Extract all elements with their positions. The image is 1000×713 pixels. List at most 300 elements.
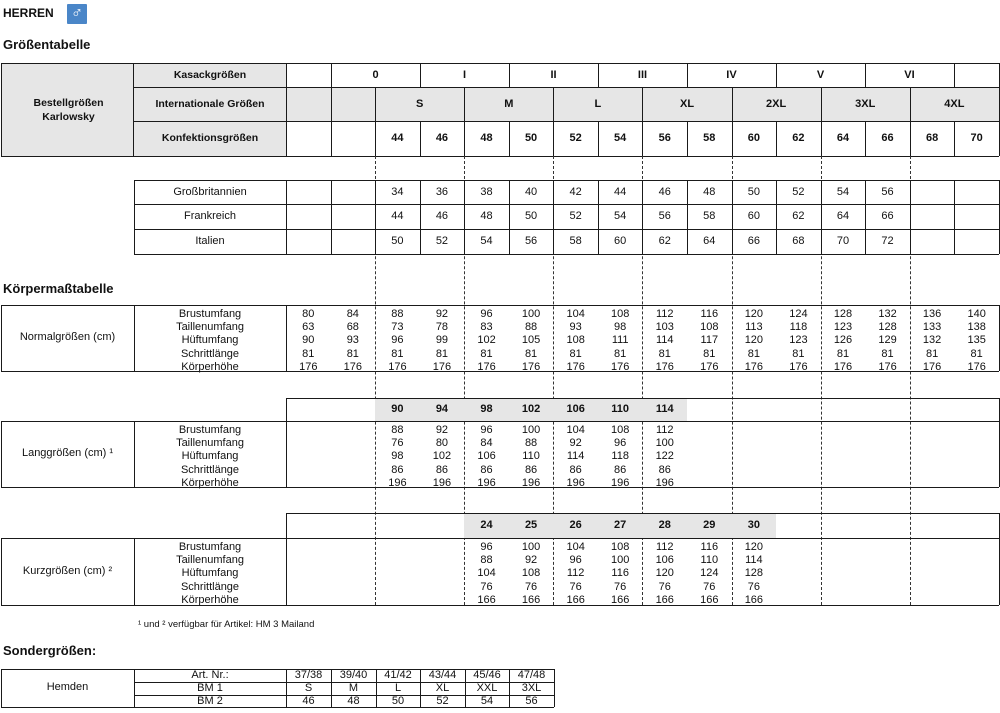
measure-value: 88 [391, 308, 404, 320]
country-size-value: 44 [391, 210, 404, 222]
measure-value: 135 [967, 334, 986, 347]
kurz-size-header: 30 [747, 519, 760, 531]
measure-value: 133 [922, 321, 942, 334]
special-row-label: BM 1 [197, 682, 223, 694]
country-size-value: 46 [435, 210, 449, 222]
country-size-value: 60 [747, 210, 760, 222]
measure-value: 176 [744, 360, 764, 373]
special-size-value: S [304, 682, 313, 694]
table-rule [1, 305, 999, 306]
measure-value: 92 [435, 308, 449, 320]
measure-value: 166 [700, 593, 719, 606]
measure-value: 96 [391, 334, 404, 347]
measure-value: 73 [391, 321, 404, 334]
international-size: 4XL [944, 98, 965, 110]
measure-value: 100 [521, 308, 541, 320]
lang-size-header: 110 [611, 403, 630, 415]
measure-value: 114 [566, 450, 585, 463]
measure-value: 108 [700, 321, 719, 334]
kurz-size-header: 28 [658, 519, 671, 531]
country-size-value: 52 [792, 186, 805, 198]
measure-value: 104 [566, 541, 585, 553]
konfektion-size: 66 [881, 132, 894, 144]
measure-value: 196 [655, 476, 674, 489]
table-rule [134, 121, 999, 122]
country-size-value: 54 [836, 186, 850, 198]
measure-value: 104 [566, 424, 585, 436]
measure-value: 117 [700, 334, 719, 347]
country-size-value: 50 [524, 210, 538, 222]
konfektion-size: 62 [792, 132, 805, 144]
measure-value: 81 [569, 347, 582, 360]
measure-value: 84 [346, 308, 359, 320]
measure-value: 113 [745, 321, 763, 334]
measure-value: 86 [391, 463, 404, 476]
special-size-value: L [394, 682, 402, 694]
table-rule [286, 538, 287, 605]
measure-value: 176 [432, 360, 452, 373]
table-rule [331, 180, 332, 254]
country-size-value: 54 [614, 210, 627, 222]
measure-value: 86 [480, 463, 493, 476]
measure-value: 108 [611, 541, 630, 553]
measure-value: 166 [477, 593, 496, 606]
measure-value: 110 [700, 554, 719, 567]
lang-size-group-label: Langgrößen (cm) ¹ [21, 447, 114, 459]
table-rule [1, 421, 2, 487]
table-rule [910, 180, 911, 254]
country-size-value: 64 [836, 210, 850, 222]
table-rule [286, 421, 287, 487]
measure-value: 76 [703, 580, 716, 593]
footnote: ¹ und ² verfügbar für Artikel: HM 3 Mailand [138, 619, 315, 630]
measure-value: 96 [480, 308, 493, 320]
table-rule [286, 63, 287, 156]
country-size-value: 54 [480, 235, 493, 247]
measure-value: 76 [480, 580, 493, 593]
measure-value: 86 [658, 463, 671, 476]
special-size-value: 41/42 [384, 669, 412, 681]
measure-label: Brustumfang [178, 424, 242, 436]
measure-value: 81 [970, 347, 983, 360]
measure-value: 99 [435, 334, 449, 347]
country-size-value: 70 [836, 235, 850, 247]
measure-value: 96 [614, 437, 627, 450]
international-size: S [415, 98, 424, 110]
measure-value: 90 [302, 334, 315, 347]
measure-label: Taillenumfang [176, 437, 244, 450]
special-size-value: 48 [347, 695, 360, 707]
measure-value: 108 [566, 334, 585, 347]
measure-value: 76 [614, 580, 627, 593]
measure-label: Brustumfang [178, 308, 242, 320]
measure-value: 123 [789, 334, 808, 347]
konfektion-size: 58 [703, 132, 716, 144]
table-rule [134, 538, 135, 605]
size-table-title: Größentabelle [3, 37, 91, 52]
measure-value: 92 [435, 424, 449, 436]
kasack-size: 0 [372, 69, 379, 81]
country-size-value: 58 [569, 235, 582, 247]
measure-value: 100 [655, 437, 674, 450]
measure-value: 176 [833, 360, 853, 373]
measure-value: 111 [611, 334, 629, 347]
measure-value: 81 [435, 347, 449, 360]
table-rule [134, 421, 135, 487]
kasack-size: V [816, 69, 825, 81]
lang-size-header: 102 [521, 403, 541, 415]
measure-value: 86 [614, 463, 627, 476]
measure-value: 176 [299, 360, 318, 373]
lang-size-header: 98 [480, 403, 493, 415]
konfektion-size: 60 [747, 132, 760, 144]
measure-value: 176 [967, 360, 986, 373]
table-rule [1, 63, 999, 64]
measure-value: 118 [789, 321, 808, 334]
measure-value: 110 [522, 450, 540, 463]
measure-value: 120 [655, 567, 674, 580]
table-rule [134, 305, 135, 371]
kurz-size-header: 24 [480, 519, 493, 531]
measure-value: 176 [655, 360, 674, 373]
special-size-value: XL [435, 682, 450, 694]
table-rule [134, 87, 999, 88]
kurz-size-header: 29 [703, 519, 716, 531]
measure-label: Körperhöhe [181, 593, 239, 606]
measure-value: 81 [524, 347, 538, 360]
country-size-value: 40 [524, 186, 538, 198]
measure-value: 126 [833, 334, 853, 347]
measure-value: 88 [524, 321, 538, 334]
measure-value: 103 [655, 321, 674, 334]
measure-value: 96 [480, 541, 493, 553]
measure-value: 116 [700, 308, 719, 320]
country-size-value: 56 [658, 210, 671, 222]
measure-value: 81 [836, 347, 850, 360]
measure-value: 112 [566, 567, 585, 580]
measure-value: 98 [391, 450, 404, 463]
measure-value: 196 [432, 476, 452, 489]
measure-value: 86 [569, 463, 582, 476]
konfektion-size: 70 [970, 132, 983, 144]
konfektion-size: 68 [925, 132, 939, 144]
measure-value: 88 [524, 437, 538, 450]
international-size: L [594, 98, 602, 110]
measure-value: 132 [878, 308, 897, 320]
measure-value: 81 [792, 347, 805, 360]
special-row-label: Art. Nr.: [191, 669, 229, 681]
measure-value: 118 [611, 450, 629, 463]
measure-value: 128 [744, 567, 764, 580]
international-size: 3XL [855, 98, 876, 110]
measure-value: 120 [744, 334, 764, 347]
measure-value: 102 [432, 450, 452, 463]
measure-value: 166 [655, 593, 674, 606]
measure-value: 124 [700, 567, 719, 580]
country-size-value: 50 [747, 186, 760, 198]
special-size-value: 46 [302, 695, 315, 707]
measure-value: 108 [521, 567, 541, 580]
table-rule [1, 538, 999, 539]
measure-value: 140 [967, 308, 986, 320]
measure-value: 80 [302, 308, 315, 320]
measure-value: 166 [521, 593, 541, 606]
measure-label: Brustumfang [178, 541, 242, 553]
special-size-value: 3XL [521, 682, 542, 694]
special-size-value: M [348, 682, 359, 694]
measure-label: Taillenumfang [176, 554, 244, 567]
special-size-value: 43/44 [428, 669, 457, 681]
measure-value: 104 [566, 308, 585, 320]
konfektion-size: 56 [658, 132, 671, 144]
country-size-value: 38 [480, 186, 493, 198]
male-symbol-icon: ♂ [67, 4, 87, 24]
country-size-value: 62 [658, 235, 671, 247]
measure-value: 136 [922, 308, 942, 320]
table-rule [286, 398, 287, 421]
table-rule [954, 63, 955, 87]
kurz-size-group-label: Kurzgrößen (cm) ² [22, 564, 113, 577]
special-size-value: 47/48 [517, 669, 546, 681]
measure-value: 124 [789, 308, 808, 320]
measure-value: 176 [566, 360, 585, 373]
measure-value: 176 [388, 360, 407, 373]
country-size-value: 34 [391, 186, 404, 198]
measure-label: Taillenumfang [176, 321, 244, 334]
special-size-value: 50 [391, 695, 405, 707]
table-rule [1, 305, 2, 371]
kasack-size: III [637, 69, 648, 81]
measure-value: 114 [655, 334, 674, 347]
measure-value: 81 [703, 347, 716, 360]
country-name: Frankreich [184, 210, 236, 222]
international-size: M [504, 98, 514, 110]
measure-label: Schrittlänge [180, 347, 240, 360]
shirts-label: Hemden [46, 681, 89, 693]
lang-size-header: 114 [655, 403, 674, 415]
table-rule [1, 538, 2, 605]
measure-value: 129 [878, 334, 897, 347]
measure-value: 81 [302, 347, 315, 360]
kurz-size-header: 25 [524, 519, 538, 531]
measure-value: 81 [614, 347, 627, 360]
measure-value: 92 [524, 554, 538, 567]
measure-value: 63 [302, 321, 315, 334]
measure-value: 176 [343, 360, 362, 373]
measure-value: 81 [881, 347, 894, 360]
lang-size-header: 94 [435, 403, 449, 415]
country-size-value: 36 [435, 186, 449, 198]
measure-value: 176 [700, 360, 719, 373]
measure-value: 196 [611, 476, 630, 489]
measure-value: 176 [878, 360, 897, 373]
table-rule [554, 669, 555, 707]
measure-value: 76 [569, 580, 582, 593]
measure-value: 98 [614, 321, 627, 334]
table-rule [134, 254, 999, 255]
measure-value: 84 [480, 437, 493, 450]
gender-label: HERREN [3, 6, 54, 20]
measure-value: 120 [744, 541, 764, 553]
normal-size-group-label: Normalgrößen (cm) [19, 331, 116, 343]
measure-value: 132 [922, 334, 942, 347]
table-rule [954, 180, 955, 254]
measure-value: 76 [391, 437, 404, 450]
measure-value: 100 [611, 554, 630, 567]
measure-value: 88 [391, 424, 404, 436]
measure-value: 68 [346, 321, 359, 334]
konfektion-size: 64 [836, 132, 850, 144]
konfektion-size: 44 [391, 132, 404, 144]
kasack-size: IV [726, 69, 737, 81]
lang-size-header: 90 [391, 403, 404, 415]
measure-value: 114 [745, 554, 763, 567]
measure-value: 128 [833, 308, 853, 320]
konfektion-sizes-label: Konfektionsgrößen [161, 132, 259, 144]
country-size-value: 42 [569, 186, 582, 198]
country-size-value: 50 [391, 235, 404, 247]
special-sizes-title: Sondergrößen: [3, 643, 97, 658]
country-size-value: 44 [614, 186, 627, 198]
special-size-value: 56 [525, 695, 538, 707]
measure-value: 83 [480, 321, 493, 334]
measure-value: 76 [524, 580, 538, 593]
country-size-value: 64 [703, 235, 716, 247]
measure-value: 108 [611, 424, 630, 436]
measure-value: 76 [658, 580, 671, 593]
special-size-value: 54 [480, 695, 494, 707]
table-rule [286, 513, 287, 538]
measure-value: 76 [747, 580, 760, 593]
measure-value: 176 [611, 360, 630, 373]
measure-value: 196 [477, 476, 496, 489]
measure-label: Hüftumfang [181, 334, 239, 347]
measure-value: 116 [700, 541, 719, 553]
konfektion-size: 48 [480, 132, 493, 144]
measure-value: 80 [435, 437, 449, 450]
measure-value: 112 [655, 541, 674, 553]
measure-value: 196 [388, 476, 407, 489]
table-rule [286, 180, 287, 254]
measure-value: 81 [480, 347, 493, 360]
measure-value: 86 [524, 463, 538, 476]
country-size-value: 66 [747, 235, 760, 247]
measure-value: 81 [346, 347, 359, 360]
measure-value: 106 [655, 554, 674, 567]
konfektion-size: 46 [435, 132, 449, 144]
country-size-value: 60 [614, 235, 627, 247]
special-size-value: 37/38 [294, 669, 323, 681]
measure-value: 100 [521, 541, 541, 553]
measure-value: 176 [521, 360, 541, 373]
measure-value: 122 [655, 450, 674, 463]
table-rule [1, 421, 999, 422]
measure-value: 166 [611, 593, 630, 606]
kasack-sizes-label: Kasackgrößen [173, 69, 247, 81]
measure-value: 81 [658, 347, 671, 360]
lang-size-header: 106 [566, 403, 585, 415]
international-size: XL [679, 98, 695, 110]
table-rule [1, 156, 999, 157]
special-size-value: 39/40 [339, 669, 368, 681]
measure-value: 102 [477, 334, 496, 347]
measure-value: 78 [435, 321, 449, 334]
measure-value: 196 [521, 476, 541, 489]
measure-value: 176 [477, 360, 496, 373]
body-table-title: Körpermaßtabelle [3, 281, 114, 296]
kasack-size: VI [904, 69, 915, 81]
country-size-value: 46 [658, 186, 671, 198]
kurz-size-header: 26 [569, 519, 582, 531]
measure-value: 93 [346, 334, 359, 347]
measure-value: 176 [789, 360, 808, 373]
measure-value: 112 [655, 308, 674, 320]
country-size-value: 68 [792, 235, 805, 247]
measure-value: 123 [833, 321, 853, 334]
country-name: Italien [195, 235, 225, 247]
table-rule [134, 229, 999, 230]
special-row-label: BM 2 [197, 695, 223, 707]
measure-value: 166 [744, 593, 764, 606]
measure-value: 81 [747, 347, 760, 360]
measure-value: 93 [569, 321, 582, 334]
konfektion-size: 50 [524, 132, 538, 144]
measure-value: 86 [435, 463, 449, 476]
international-sizes-label: Internationale Größen [155, 98, 265, 110]
konfektion-size: 54 [614, 132, 627, 144]
measure-value: 166 [566, 593, 585, 606]
country-size-value: 66 [881, 210, 894, 222]
country-size-value: 56 [524, 235, 538, 247]
table-rule [134, 180, 999, 181]
table-rule [134, 204, 999, 205]
country-size-value: 62 [792, 210, 805, 222]
country-size-value: 72 [881, 235, 894, 247]
special-size-value: 52 [436, 695, 449, 707]
country-size-value: 52 [569, 210, 582, 222]
measure-label: Schrittlänge [180, 580, 240, 593]
measure-value: 128 [878, 321, 897, 334]
measure-value: 176 [922, 360, 942, 373]
measure-value: 96 [569, 554, 582, 567]
country-name: Großbritannien [173, 186, 247, 198]
measure-value: 105 [521, 334, 541, 347]
measure-label: Hüftumfang [181, 450, 239, 463]
special-size-value: 45/46 [473, 669, 501, 681]
kasack-size: I [462, 69, 467, 81]
measure-value: 120 [744, 308, 764, 320]
measure-value: 108 [611, 308, 630, 320]
measure-label: Schrittlänge [180, 463, 240, 476]
measure-label: Körperhöhe [181, 360, 239, 373]
table-rule [1, 63, 2, 156]
measure-value: 196 [566, 476, 585, 489]
measure-value: 81 [391, 347, 404, 360]
order-sizes-label: Bestellgrößen Karlowsky [33, 97, 104, 123]
measure-value: 112 [655, 424, 674, 436]
measure-value: 88 [480, 554, 493, 567]
konfektion-size: 52 [569, 132, 582, 144]
country-size-value: 48 [703, 186, 716, 198]
measure-value: 81 [925, 347, 939, 360]
kasack-size: II [550, 69, 557, 81]
measure-value: 96 [480, 424, 493, 436]
country-size-value: 58 [703, 210, 716, 222]
measure-value: 138 [967, 321, 986, 334]
special-size-value: XXL [476, 682, 498, 694]
measure-value: 116 [611, 567, 629, 580]
measure-value: 92 [569, 437, 582, 450]
